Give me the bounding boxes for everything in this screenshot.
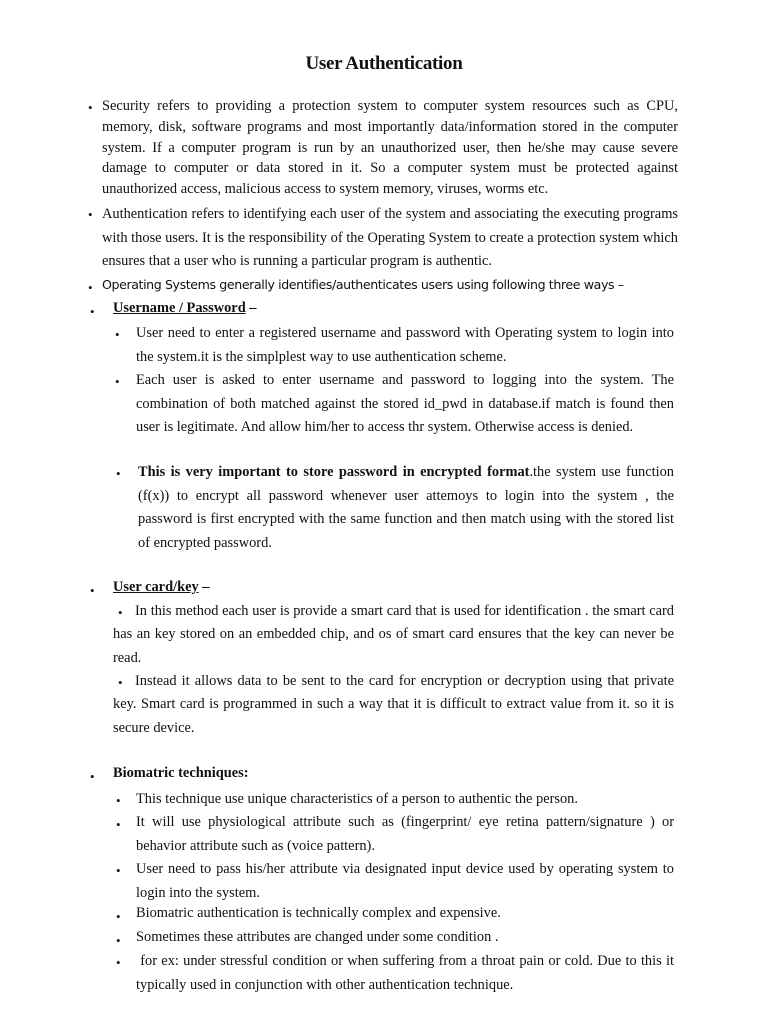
intro-paragraph-three-ways: Operating Systems generally identifies/authenticates users using following three ways – — [102, 277, 624, 292]
bullet-icon: • — [90, 304, 95, 319]
heading-dash: – — [245, 300, 257, 316]
bullet-icon: • — [115, 327, 120, 342]
bullet-icon: • — [90, 583, 95, 598]
bullet-icon: • — [116, 817, 121, 832]
list-item: This technique use unique characteristics of a person to authentic the person. — [136, 791, 578, 807]
heading-dash: – — [198, 579, 210, 595]
section-heading-user-card — [113, 578, 513, 596]
list-item: It will use physiological attribute such as (fingerprint/ eye retina pattern/signature ) or behavior attribute such as (voice pattern). — [136, 814, 674, 854]
bullet-icon: • — [116, 466, 121, 481]
list-item: User need to enter a registered username and password with Operating system to login into the system.it is the simplplest way to use authentication scheme. — [136, 325, 674, 365]
intro-paragraph-authentication: Authentication refers to identifying each user of the system and associating the executing programs with those users. It is the responsibility of the Operating System to create a protection system which ensures that a user who is running a particular program is authentic. — [102, 206, 678, 269]
intro-paragraph-security: Security refers to providing a protection system to computer system resources such as CPU, memory, disk, software programs and most importantly data/information stored in the computer system. If a computer program is run by an unauthorized user, then he/she may cause severe damage to computer or data stored in it. So a computer system must be protected against unauthorized access, malicious access to system memory, viruses, worms etc. — [102, 98, 678, 198]
bullet-icon: • — [116, 863, 121, 878]
list-item: Biomatric authentication is technically complex and expensive. — [136, 905, 501, 921]
bullet-icon: • — [116, 793, 121, 808]
section-heading-biometric: Biomatric techniques: — [113, 765, 249, 781]
list-item — [138, 461, 674, 556]
list-item: In this method each user is provide a smart card that is used for identification . the smart card has an key stored on an embedded chip, and os of smart card ensures that the key can never be read. — [113, 603, 674, 666]
bullet-icon: • — [118, 675, 123, 690]
bullet-icon: • — [88, 100, 93, 115]
list-item: Each user is asked to enter username and password to logging into the system. The combination of both matched against the stored id_pwd in database.if match is found then user is legitimate. And allow him/her to access thr system. Otherwise access is denied. — [136, 372, 674, 435]
bullet-icon: • — [118, 605, 123, 620]
bullet-icon: • — [88, 207, 93, 222]
bullet-icon: • — [116, 955, 121, 970]
bullet-icon: • — [90, 769, 95, 784]
list-item: User need to pass his/her attribute via designated input device used by operating system to login into the system. — [136, 861, 674, 901]
list-item: for ex: under stressful condition or when suffering from a throat pain or cold. Due to this it typically used in conjunction with other authentication technique. — [136, 953, 678, 993]
bullet-icon: • — [116, 933, 121, 948]
heading-text: Username / Password — [113, 300, 246, 316]
bullet-icon: • — [115, 374, 120, 389]
page-title: User Authentication — [305, 53, 463, 74]
bullet-icon: • — [88, 280, 93, 295]
list-item: Sometimes these attributes are changed under some condition . — [136, 929, 499, 945]
heading-text: User card/key — [113, 579, 199, 595]
important-note: This is very important to store password in encrypted format — [138, 464, 530, 480]
list-item: Instead it allows data to be sent to the card for encryption or decryption using that private key. Smart card is programmed in such a way that it is difficult to extract value from it. so it is secure device. — [113, 673, 674, 736]
important-note-rest: .the system use function (f(x)) to encrypt all password whenever user attemoys to login into the system , the password is first encrypted with the same function and then match using with the stored list of encrypted password. — [138, 464, 674, 552]
bullet-icon: • — [116, 909, 121, 924]
section-heading-username-password — [113, 299, 513, 317]
